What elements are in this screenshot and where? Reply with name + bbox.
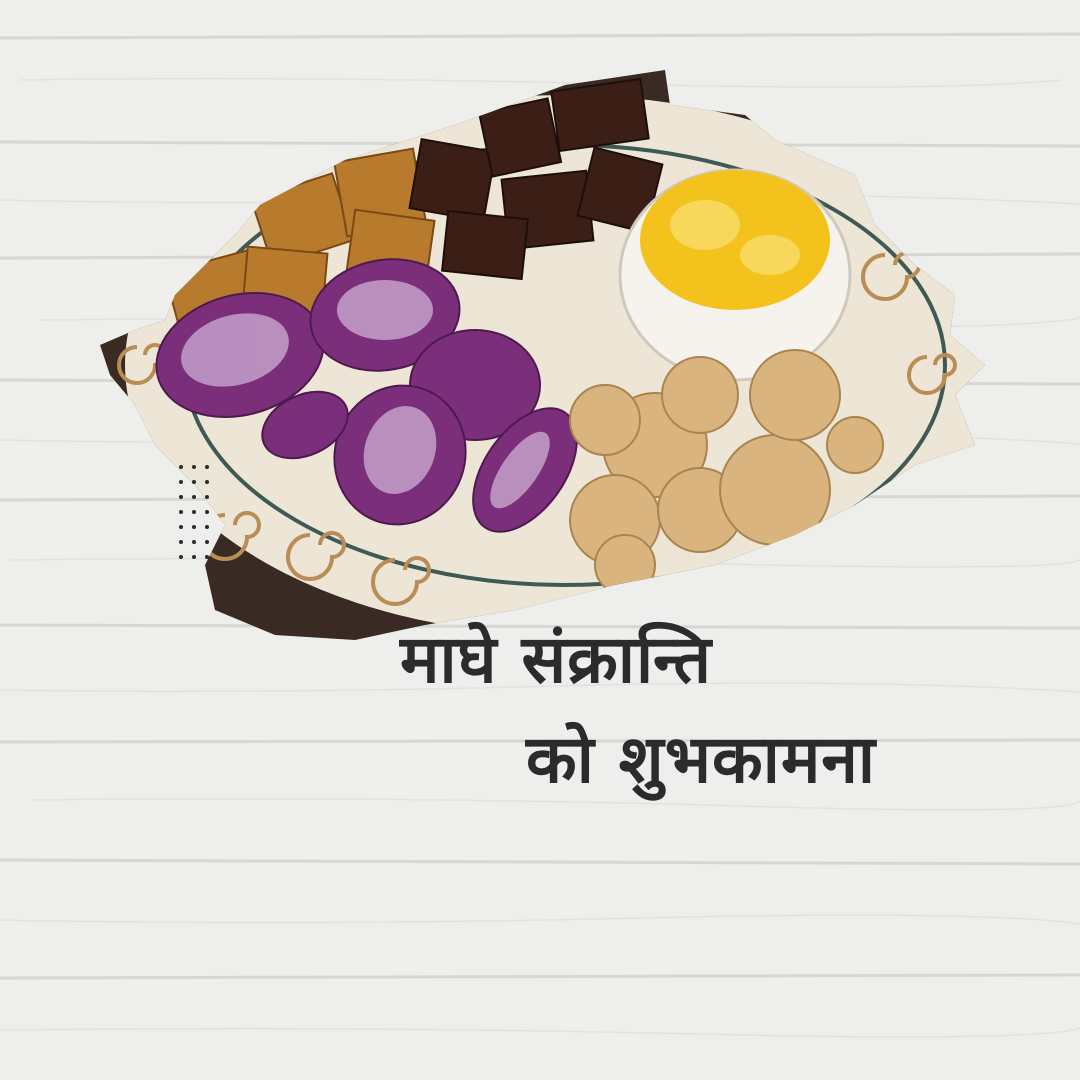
dot-grid-decoration-icon	[176, 462, 216, 572]
greeting-line-2: को शुभकामना	[526, 721, 877, 798]
plate-of-festival-food-image	[95, 65, 995, 645]
greeting-line-1: माघे संक्रान्ति	[400, 621, 712, 698]
